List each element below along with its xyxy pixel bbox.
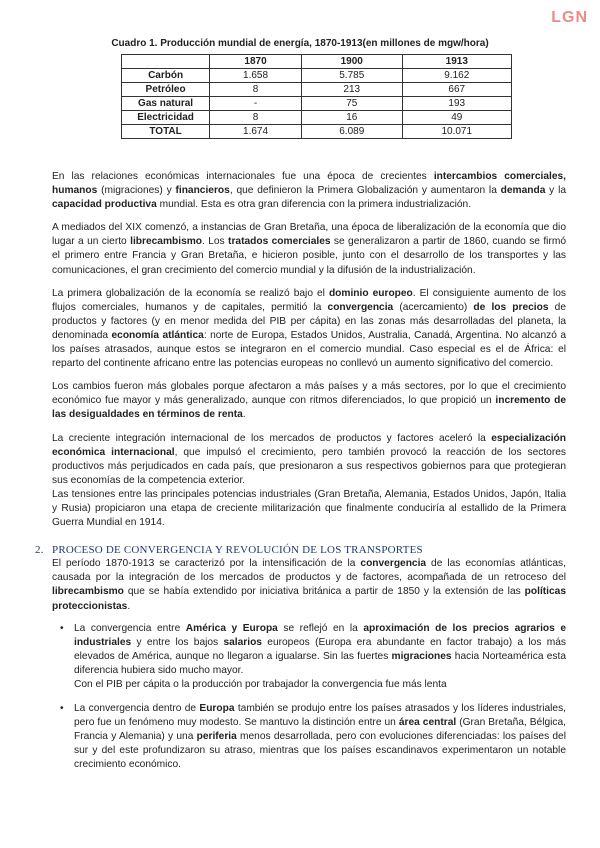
text: y entre los bajos <box>131 636 224 648</box>
text: , que impulsó el crecimiento, pero también provocó la reacción de los sectores productivos más perjudicados en cada país, que presionaron a sus respectivos gobiernos para que protegieran sus economías de la competencia exterior. <box>52 446 566 486</box>
table-cell: 49 <box>402 111 511 125</box>
bold-text: migraciones <box>391 650 452 662</box>
text: menos desarrollada, pero con evoluciones diferenciadas: los países del sur y del este profundizaron su atraso, mientras que los países escandinavos experimentaron un notable crecimiento económico. <box>74 731 566 771</box>
text: también se produjo entre los países atrasados y los líderes industriales, pero fue un fenómeno muy modesto. Se mantuvo la distinción entre un <box>74 703 566 729</box>
text: . El consiguiente aumento de los flujos comerciales, humanos y de capitales, permitió la <box>52 287 566 313</box>
energy-production-table <box>121 54 512 139</box>
table-cell: 667 <box>402 83 511 97</box>
text: A mediados del XIX comenzó, a instancias de Gran Bretaña, una época de liberalización de la economía que dio lugar a un cierto <box>52 222 566 248</box>
paragraph-globalization <box>52 170 566 212</box>
row-label: Carbón <box>122 69 210 83</box>
section-heading <box>35 543 566 557</box>
bold-text: salarios <box>223 636 262 648</box>
bullet-list <box>52 622 566 773</box>
bold-text: demanda <box>500 185 546 197</box>
text: . <box>242 409 246 421</box>
text: Los cambios fueron más globales porque afectaron a más países y a más sectores, por lo que el crecimiento económico fue mayor y más generalizado, aunque con ritmos diferenciados, lo que propició un <box>52 381 566 407</box>
table-header-row <box>122 55 512 69</box>
row-label: TOTAL <box>122 125 210 139</box>
text: de productos y factores (y en menor medida del PIB per cápita) en las zonas más desarrolladas del planeta, la denominada <box>52 301 566 341</box>
paragraph-european-dominance <box>52 287 566 372</box>
bullet-icon: • <box>60 622 64 634</box>
text: , que definieron la Primera Globalización y aumentaron la <box>229 185 501 197</box>
text: de las economías atlánticas, causada por la integración de los mercados de productos y de factores, acompañada de un retroceso del <box>52 558 566 584</box>
bold-text: políticas proteccionistas <box>52 586 566 612</box>
text: : norte de Europa, Estados Unidos, Australia, Canadá, Argentina. No alcanzó a los países atrasados, aunque estos se integraron en el comercio mundial. Caso especial es el de África: el reparto del continente africano entre las potencias europeas no conllevó un aumento significativo del comercio. <box>52 329 566 370</box>
text: y la <box>545 185 566 197</box>
table-cell: 1.658 <box>210 69 302 83</box>
bold-text: Europa <box>199 703 235 715</box>
paragraph-tensions <box>52 488 566 530</box>
row-label: Petróleo <box>122 83 210 97</box>
table-row <box>122 83 512 97</box>
text: En las relaciones económicas internacionales fue una época de crecientes <box>52 171 434 182</box>
text: hacia Norteamérica esta diferencia hubiera sido mucho mayor. <box>74 650 566 676</box>
table-caption: Cuadro 1. Producción mundial de energía, 1870-1913(en millones de mgw/hora) <box>111 38 489 49</box>
table-cell: 213 <box>301 83 402 97</box>
paragraph-inequality <box>52 380 566 422</box>
list-item-america-europe <box>52 622 566 692</box>
bold-text: dominio europeo <box>328 287 413 299</box>
text: . <box>127 600 131 612</box>
bold-text: periferia <box>196 731 237 743</box>
table-cell: 5.785 <box>301 69 402 83</box>
table-cell: 193 <box>402 97 511 111</box>
bold-text: intercambios comerciales, humanos <box>52 171 566 197</box>
table-row-total <box>122 125 512 139</box>
document-body <box>35 170 566 783</box>
text: (Gran Bretaña, Bélgica, Francia y Alemania) y una <box>74 717 566 743</box>
bold-text: convergencia <box>360 558 427 570</box>
bold-text: de los precios <box>473 301 549 313</box>
section-title: PROCESO DE CONVERGENCIA Y REVOLUCIÓN DE LOS TRANSPORTES <box>52 544 423 557</box>
bold-text: especialización económica internacional <box>52 432 566 458</box>
text: (acercamiento) <box>393 301 474 313</box>
table-cell: 8 <box>210 83 302 97</box>
bold-text: librecambismo <box>52 586 124 598</box>
bold-text: América y Europa <box>185 622 278 634</box>
text: mundial. Esta es otra gran diferencia con la primera industrialización. <box>156 199 472 211</box>
list-item-europe <box>52 702 566 772</box>
bold-text: financieros <box>175 185 230 197</box>
table-cell: 10.071 <box>402 125 511 139</box>
bold-text: capacidad productiva <box>52 199 157 211</box>
bold-text: librecambismo <box>130 236 203 248</box>
section-number: 2. <box>35 544 44 557</box>
table-cell: 8 <box>210 111 302 125</box>
text: (migraciones) y <box>97 185 176 197</box>
text: europeos (Europa era abundante en factor trabajo) a los más elevados de América, aunque no llegaron a igualarse. Sin las fuertes <box>74 636 566 662</box>
table-cell: 1.674 <box>210 125 302 139</box>
table-row <box>122 97 512 111</box>
text: La convergencia dentro de <box>74 703 200 715</box>
table-cell: 16 <box>301 111 402 125</box>
table-cell: - <box>210 97 302 111</box>
paragraph-convergence <box>52 557 566 613</box>
row-label: Electricidad <box>122 111 210 125</box>
text: se generalizaron a partir de 1860, cuando se firmó el primero entre Francia y Gran Bretaña, e hicieron posible, junto con el desarrollo de los transportes y las comunicaciones, el gran crecimiento del comercio mundial y la difusión de la industrialización. <box>52 236 566 276</box>
text: Las tensiones entre las principales potencias industriales (Gran Bretaña, Alemania, Estados Unidos, Japón, Italia y Rusia) propiciaron una etapa de creciente militarización que finalmente conduciría al estallido de la Primera Guerra Mundial en 1914. <box>52 488 566 529</box>
brand-logo: LGN <box>551 9 588 26</box>
text: se reflejó en la <box>277 622 364 634</box>
table-header-blank <box>122 55 210 69</box>
table-cell: 75 <box>301 97 402 111</box>
paragraph-specialization <box>52 432 566 488</box>
table-cell: 9.162 <box>402 69 511 83</box>
text: . Los <box>202 236 229 248</box>
table-header-1913: 1913 <box>402 55 511 69</box>
text: que se había extendido por iniciativa británica a partir de 1850 y la extensión de las <box>123 586 525 598</box>
text: El período 1870-1913 se caracterizó por la intensificación de la <box>52 558 361 570</box>
bold-text: economía atlántica <box>111 329 204 341</box>
bold-text: aproximación de los precios agrarios e industriales <box>74 622 566 648</box>
table-header-1900: 1900 <box>301 55 402 69</box>
bold-text: tratados comerciales <box>228 236 331 248</box>
text: La creciente integración internacional de los mercados de productos y factores aceleró la <box>52 432 492 444</box>
bold-text: incremento de las desigualdades en términos de renta <box>52 395 566 421</box>
text: La primera globalización de la economía se realizó bajo el <box>52 287 329 299</box>
bold-text: área central <box>398 717 457 729</box>
table-cell: 6.089 <box>301 125 402 139</box>
text: Con el PIB per cápita o la producción por trabajador la convergencia fue más lenta <box>74 679 447 690</box>
row-label: Gas natural <box>122 97 210 111</box>
text: La convergencia entre <box>74 622 186 634</box>
bold-text: convergencia <box>327 301 394 313</box>
table-row <box>122 69 512 83</box>
bullet-icon: • <box>60 703 64 715</box>
paragraph-free-trade <box>52 221 566 277</box>
table-row <box>122 111 512 125</box>
table-header-1870: 1870 <box>210 55 302 69</box>
